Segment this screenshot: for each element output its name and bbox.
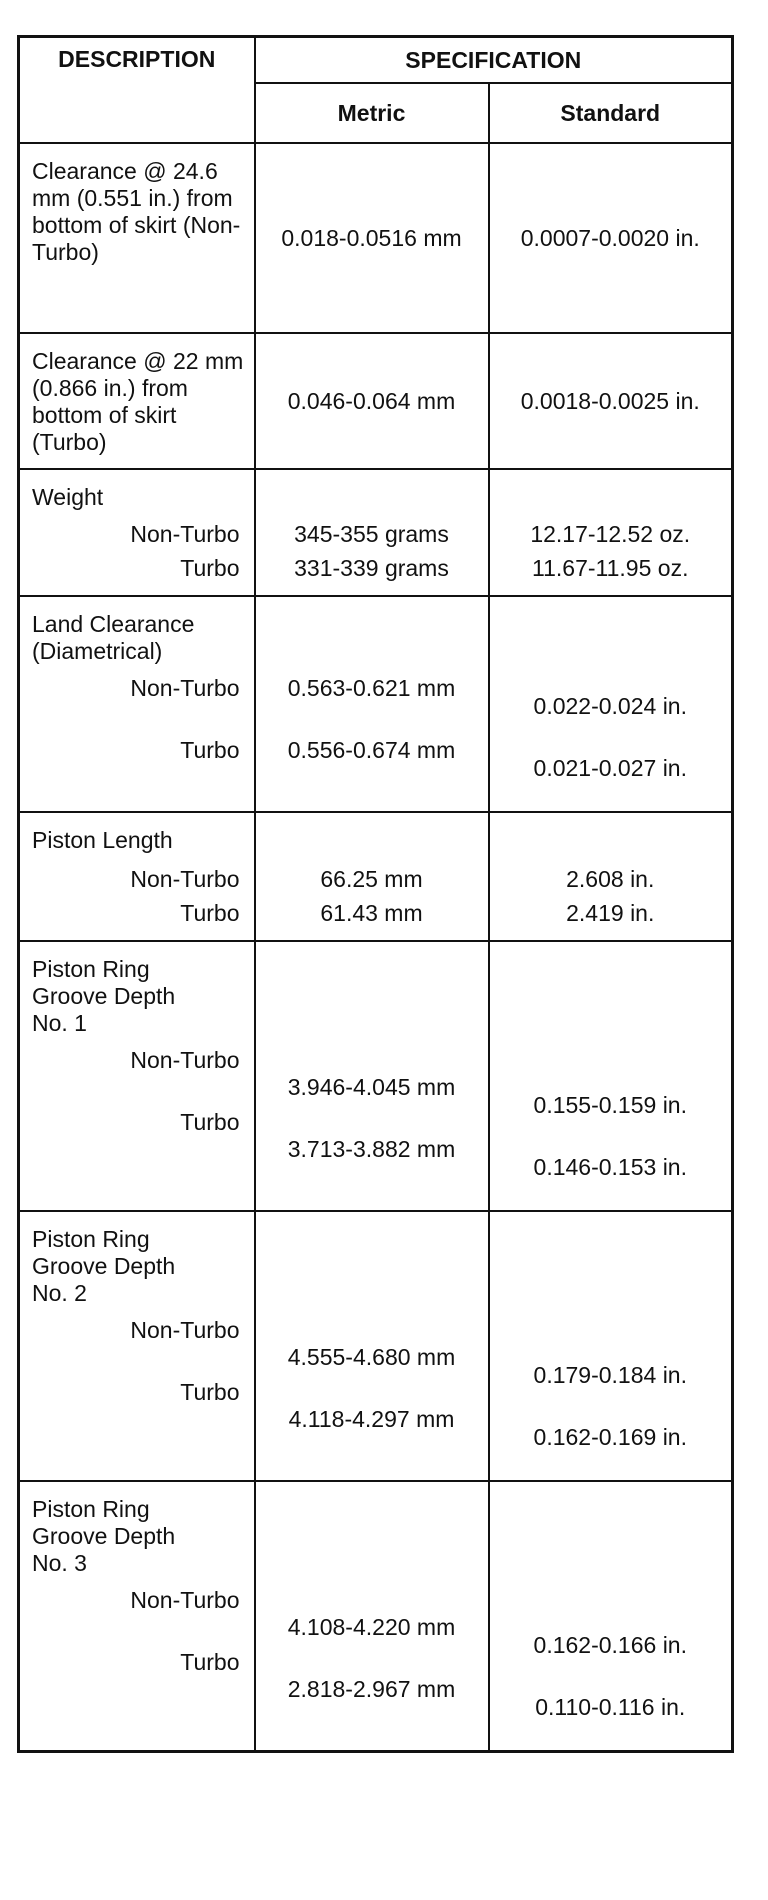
standard-value: 0.162-0.166 in.: [533, 1631, 687, 1658]
table-row: [19, 812, 733, 941]
standard-value: 0.0007-0.0020 in.: [489, 143, 733, 333]
metric-value: 0.556-0.674 mm: [287, 737, 456, 763]
standard-value: 0.179-0.184 in.: [533, 1361, 687, 1388]
row-label: Land Clearance (Diametrical): [32, 611, 195, 664]
metric-header: Metric: [255, 83, 489, 143]
sub-label: Non-Turbo: [130, 520, 240, 547]
table-row: [19, 596, 733, 812]
sub-label: Turbo: [180, 737, 240, 763]
table-row: [19, 469, 733, 596]
sub-label: Non-Turbo: [130, 1587, 240, 1613]
standard-value: 12.17-12.52 oz.: [530, 520, 691, 547]
metric-value: 4.118-4.297 mm: [288, 1406, 455, 1432]
header-row: [19, 37, 733, 84]
standard-value: 11.67-11.95 oz.: [532, 554, 689, 581]
table-row: [19, 1481, 733, 1752]
metric-value: 331-339 grams: [294, 554, 449, 581]
metric-value: 0.046-0.064 mm: [255, 333, 489, 469]
sub-label: Turbo: [180, 554, 240, 581]
sub-label: Turbo: [180, 1649, 240, 1675]
row-label: Clearance @ 22 mm (0.866 in.) from bottom of skirt (Turbo): [19, 333, 255, 469]
standard-value: 0.155-0.159 in.: [533, 1091, 687, 1118]
standard-value: 0.110-0.116 in.: [535, 1693, 686, 1720]
metric-value: 66.25 mm: [320, 865, 423, 892]
row-label: Piston Ring Groove Depth No. 2: [32, 1226, 176, 1306]
row-label: Piston Ring Groove Depth No. 3: [32, 1496, 176, 1576]
metric-value: 0.563-0.621 mm: [287, 675, 456, 701]
standard-header: Standard: [489, 83, 733, 143]
sub-label: Non-Turbo: [130, 865, 240, 892]
metric-value: 3.713-3.882 mm: [287, 1136, 456, 1162]
row-label: Piston Ring Groove Depth No. 1: [32, 956, 176, 1036]
row-label: Piston Length: [32, 827, 173, 853]
standard-value: 0.022-0.024 in.: [533, 692, 687, 719]
standard-value: 2.608 in.: [566, 865, 655, 892]
metric-value: 61.43 mm: [320, 899, 423, 926]
specification-header: SPECIFICATION: [255, 37, 733, 84]
sub-label: Turbo: [180, 1109, 240, 1135]
metric-value: 3.946-4.045 mm: [287, 1074, 456, 1100]
piston-spec-table: [17, 35, 734, 1753]
metric-value: 4.108-4.220 mm: [287, 1614, 456, 1640]
metric-value: 345-355 grams: [294, 520, 449, 547]
row-label: Clearance @ 24.6 mm (0.551 in.) from bottom of skirt (Non-Turbo): [19, 143, 255, 333]
sub-label: Non-Turbo: [130, 1047, 240, 1073]
metric-value: 2.818-2.967 mm: [287, 1676, 456, 1702]
metric-value: 4.555-4.680 mm: [287, 1344, 456, 1370]
sub-label: Non-Turbo: [130, 675, 240, 701]
standard-value: 0.0018-0.0025 in.: [489, 333, 733, 469]
standard-value: 0.146-0.153 in.: [533, 1153, 687, 1180]
metric-value: 0.018-0.0516 mm: [255, 143, 489, 333]
row-label: Weight: [32, 484, 104, 510]
sub-label: Non-Turbo: [130, 1317, 240, 1343]
table-row: [19, 1211, 733, 1481]
sub-label: Turbo: [180, 1379, 240, 1405]
sub-label: Turbo: [180, 899, 240, 926]
description-header: DESCRIPTION: [19, 37, 255, 144]
standard-value: 0.021-0.027 in.: [533, 754, 687, 781]
standard-value: 2.419 in.: [566, 899, 655, 926]
table-row: [19, 333, 733, 469]
table-row: [19, 941, 733, 1211]
standard-value: 0.162-0.169 in.: [533, 1423, 687, 1450]
table-row: [19, 143, 733, 333]
